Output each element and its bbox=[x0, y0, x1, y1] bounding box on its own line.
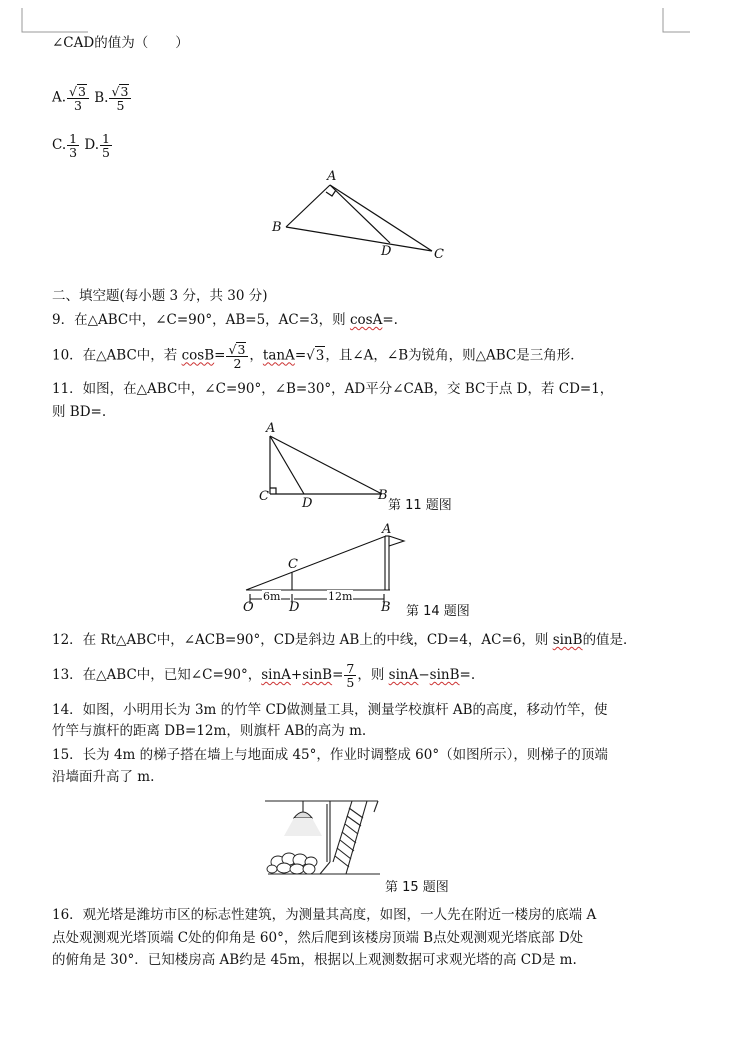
question-16-line3: 的俯角是 30°．已知楼房高 AB约是 45m，根据以上观测数据可求观光塔的高 CD是 m. bbox=[52, 952, 577, 968]
fig-top-label-c: C bbox=[434, 247, 444, 262]
option-c: C. $\frac{1}{3}$ D. $\frac{1}{5}$ bbox=[52, 132, 113, 159]
question-14-line1: 14．如图，小明用长为 3m 的竹竿 CD做测量工具，测量学校旗杆 AB的高度，移动竹竿，使 bbox=[52, 702, 608, 718]
option-a: A. $\frac{√3}{3}$ B. $\frac{√3}{5}$ bbox=[52, 84, 132, 112]
fig14-label-a: A bbox=[382, 522, 392, 537]
option-b: B. $\frac{√3}{5}$ bbox=[94, 90, 132, 106]
question-11-line2: 则 BD=. bbox=[52, 404, 107, 420]
fig11-label-c: C bbox=[259, 489, 269, 504]
fig11-label-a: A bbox=[266, 421, 276, 436]
question-12: 12．在 Rt△ABC中，∠ACB=90°，CD是斜边 AB上的中线，CD=4，AC=6，则 sinB的值是． bbox=[52, 632, 637, 648]
fig-top-label-a: A bbox=[327, 169, 337, 184]
fig14-label-d: D bbox=[289, 600, 300, 615]
fig14-caption: 第 14 题图 bbox=[406, 604, 470, 619]
question-10: 10．在△ABC中，若 cosB= $\frac{√3}{2}$ ，tanA=√3，且∠A，∠B为锐角，则△ABC是三角形． bbox=[52, 342, 584, 371]
question-13: 13．在△ABC中，已知∠C=90°，sinA+sinB= $\frac{7}{5}$ ，则 sinA−sinB=. bbox=[52, 661, 476, 690]
fig11-label-d: D bbox=[302, 496, 313, 511]
fig14-dim-db: 12m bbox=[328, 590, 353, 603]
fig14-label-c: C bbox=[288, 557, 298, 572]
fig15-caption: 第 15 题图 bbox=[385, 880, 449, 895]
question-9: 9．在△ABC中，∠C=90°，AB=5，AC=3，则 cosA=. bbox=[52, 312, 398, 328]
question-15-line2: 沿墙面升高了 m. bbox=[52, 769, 155, 785]
fig11-caption: 第 11 题图 bbox=[388, 498, 452, 513]
fig11-label-b: B bbox=[378, 488, 388, 503]
section-title: 二、填空题(每小题 3 分，共 30 分) bbox=[52, 288, 268, 304]
question-15-line1: 15．长为 4m 的梯子搭在墙上与地面成 45°，作业时调整成 60°（如图所示），则梯子的顶端 bbox=[52, 747, 608, 763]
option-d: D. $\frac{1}{5}$ bbox=[84, 131, 110, 160]
question-16-line2: 点处观测观光塔顶端 C处的仰角是 60°，然后爬到该楼房顶端 B点处观测观光塔底部 D处 bbox=[52, 930, 584, 946]
question-11-line1: 11．如图，在△ABC中，∠C=90°，∠B=30°，AD平分∠CAB，交 BC于点 D，若 CD=1， bbox=[52, 381, 614, 397]
question-16-line1: 16．观光塔是潍坊市区的标志性建筑，为测量其高度，如图，一人先在附近一楼房的底端 A bbox=[52, 907, 597, 923]
question-14-line2: 竹竿与旗杆的距离 DB=12m，则旗杆 AB的高为 m. bbox=[52, 723, 367, 739]
fig14-label-b: B bbox=[381, 600, 391, 615]
fig14-label-o: O bbox=[243, 600, 254, 615]
fig14-dim-od: 6m bbox=[263, 590, 281, 603]
fig-top-label-d: D bbox=[381, 244, 392, 259]
fig-top-label-b: B bbox=[272, 220, 282, 235]
question-tail: ∠CAD的值为（ ） bbox=[52, 35, 189, 51]
